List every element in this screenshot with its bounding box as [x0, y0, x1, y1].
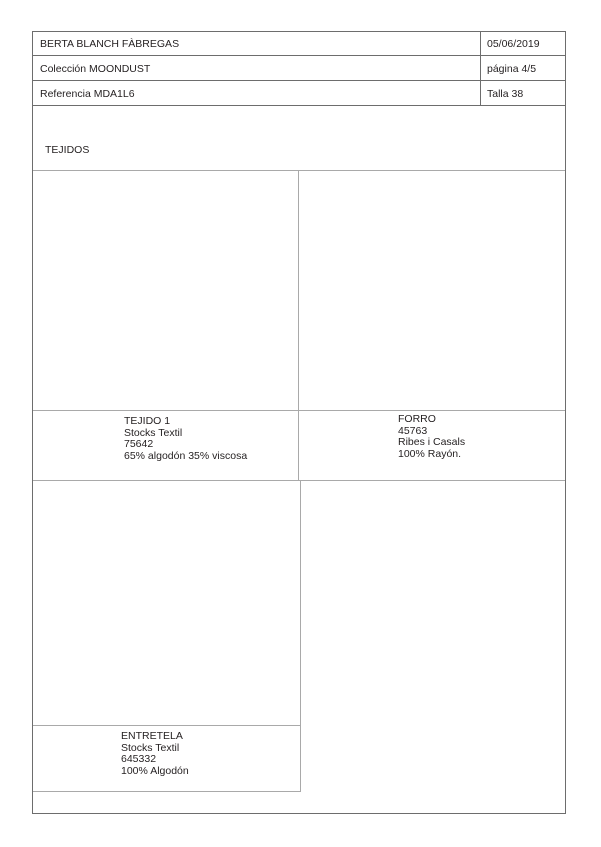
bottom-box-right-edge — [300, 480, 301, 792]
fabric-name: ENTRETELA — [121, 730, 183, 742]
designer-name: BERTA BLANCH FÀBREGAS — [40, 38, 180, 50]
fabric-info-entretela — [121, 731, 189, 777]
fabric-name: TEJIDO 1 — [124, 415, 171, 427]
swatch-caption-divider-top — [33, 410, 565, 411]
fabric-info-tejido1 — [124, 416, 247, 462]
fabric-code: 645332 — [121, 753, 157, 765]
swatch-entretela — [33, 481, 300, 725]
fabric-composition: 100% Rayón. — [398, 447, 462, 460]
bottom-box-bottom-edge — [33, 791, 301, 792]
swatch-forro — [299, 171, 565, 410]
fabric-supplier: Ribes i Casals — [398, 436, 466, 448]
fabric-name: FORRO — [398, 413, 436, 425]
swatch-tejido1 — [33, 171, 298, 410]
row-divider-2 — [33, 80, 565, 81]
header-column-divider — [480, 32, 481, 105]
size-label: Talla 38 — [487, 88, 524, 100]
page-number: página 4/5 — [487, 63, 537, 75]
fabric-composition: 100% Algodón — [121, 764, 189, 777]
fabric-supplier: Stocks Textil — [124, 426, 183, 439]
date: 05/06/2019 — [487, 38, 540, 50]
section-title: TEJIDOS — [45, 144, 90, 156]
collection-name: Colección MOONDUST — [40, 63, 151, 75]
fabric-code: 45763 — [398, 424, 428, 437]
row-divider-3 — [33, 105, 565, 106]
fabric-composition: 65% algodón 35% viscosa — [124, 449, 248, 462]
fabric-info-forro — [398, 414, 465, 460]
fabric-supplier: Stocks Textil — [121, 741, 180, 754]
row-divider-1 — [33, 55, 565, 56]
spec-sheet-frame — [32, 31, 566, 814]
reference-code: Referencia MDA1L6 — [40, 88, 135, 100]
swatch-caption-divider-bottom — [33, 725, 300, 726]
fabric-code: 75642 — [124, 438, 154, 450]
